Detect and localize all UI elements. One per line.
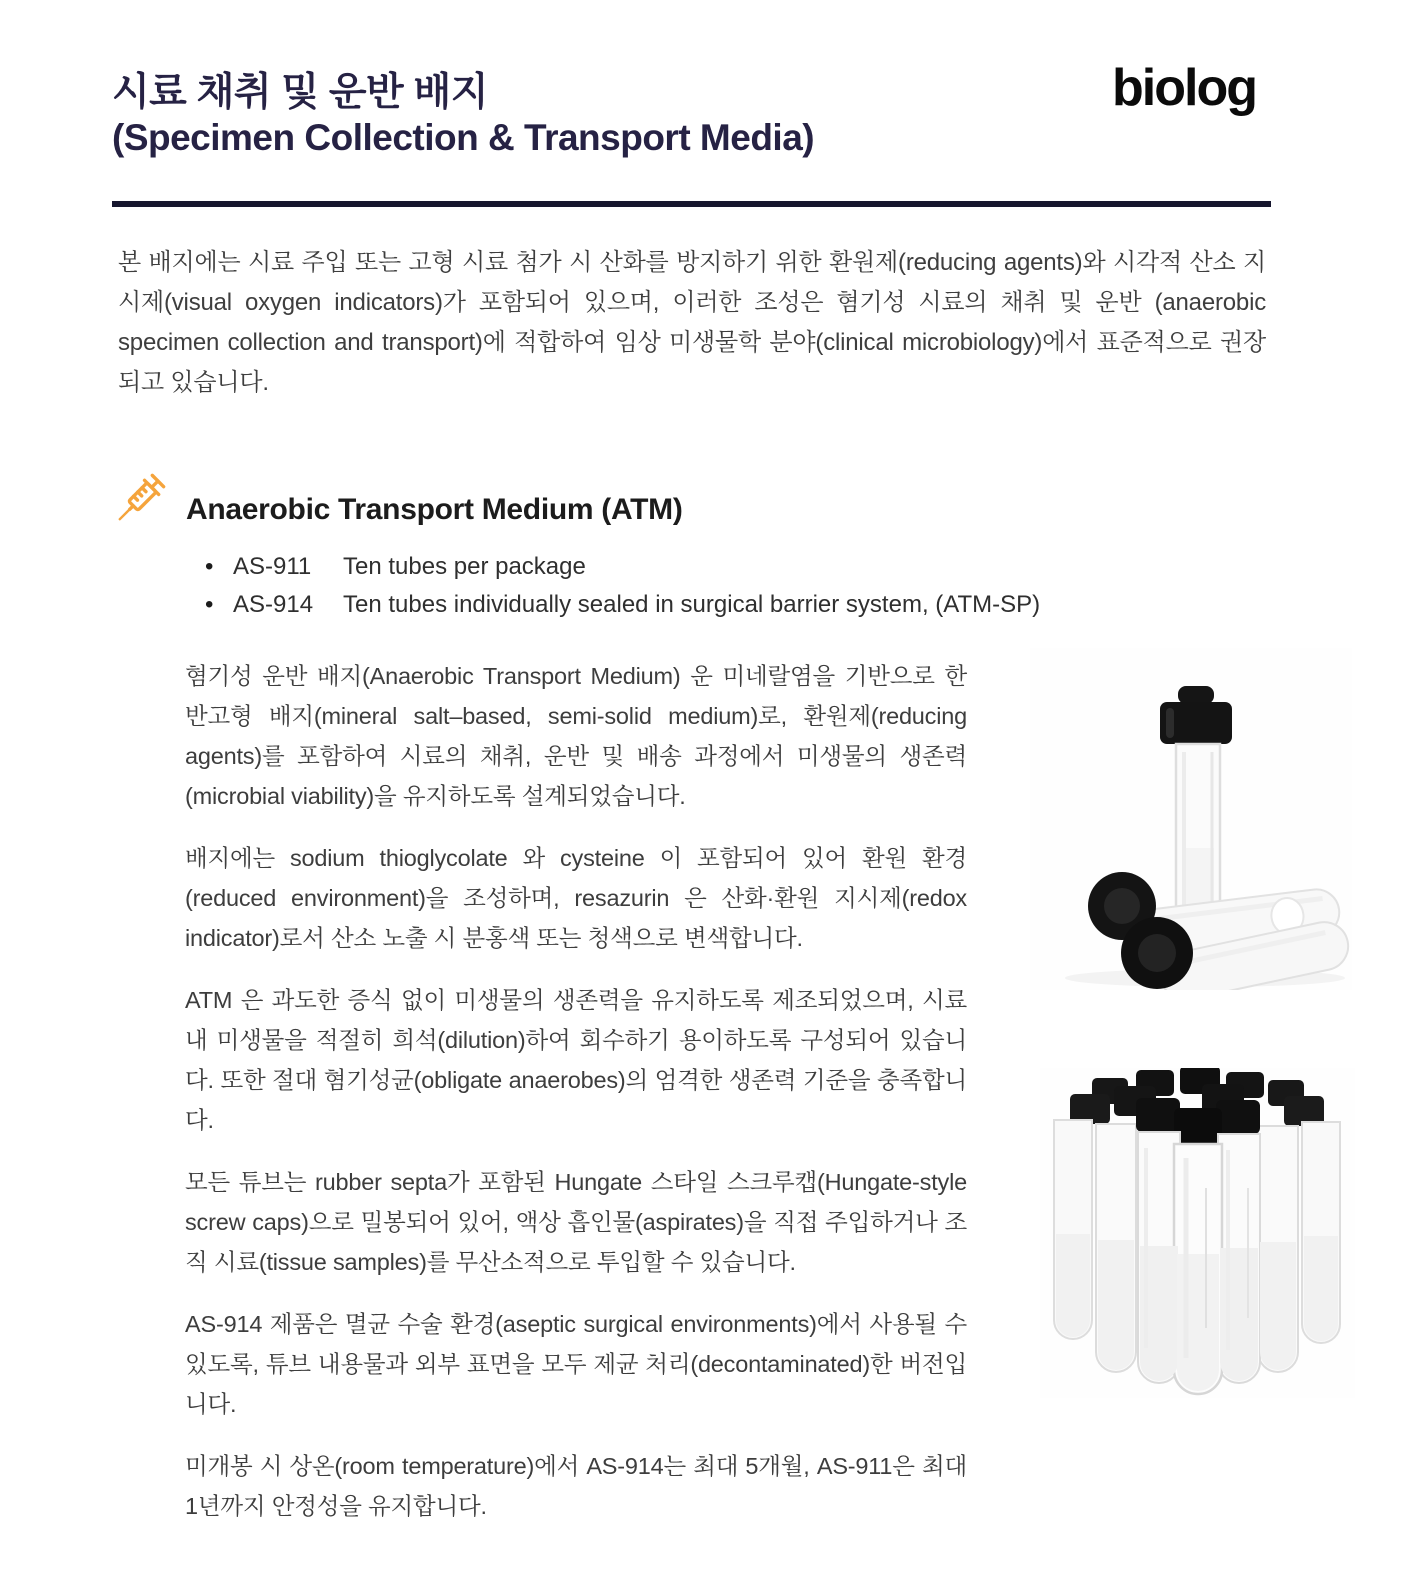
section-title: Anaerobic Transport Medium (ATM) (186, 493, 683, 526)
product-description: Ten tubes per package (343, 553, 586, 580)
syringe-icon (112, 472, 170, 534)
list-item (205, 548, 1040, 586)
paragraph-viability: ATM 은 과도한 증식 없이 미생물의 생존력을 유지하도록 제조되었으며, 시료 내 미생물을 적절히 희석(dilution)하여 회수하기 용이하도록 구성되어 있습니다. 또한 절대 혐기성균(obligate anaerobes)의 엄격한 생존력 기준을 충족합니다. (185, 987, 967, 1133)
product-code: AS-911 (233, 553, 312, 580)
biolog-logo: biolog (1112, 59, 1256, 117)
paragraph-as914-version: AS-914 제품은 멸균 수술 환경(aseptic surgical environments)에서 사용될 수 있도록, 튜브 내용물과 외부 표면을 모두 제균 처리(decontaminated)한 버전입니다. (185, 1311, 967, 1417)
bullet-icon: • (205, 591, 214, 618)
paragraph-reducing-agents: 배지에는 sodium thioglycolate 와 cysteine 이 포함되어 있어 환원 환경(reduced environment)을 조성하며, resazurin 은 산화·환원 지시제(redox indicator)로서 산소 노출 시 분홍색 또는 청색으로 변색합니다. (185, 845, 967, 951)
list-item (205, 586, 1040, 624)
product-description: Ten tubes individually sealed in surgical barrier system, (ATM-SP) (343, 591, 1041, 618)
atm-single-tube-photo (1030, 648, 1352, 990)
body-text-column (185, 656, 967, 1526)
page-title-english: (Specimen Collection & Transport Media) (112, 117, 815, 159)
paragraph-shelf-life: 미개봉 시 상온(room temperature)에서 AS-914는 최대 5개월, AS-911은 최대 1년까지 안정성을 유지합니다. (185, 1453, 967, 1519)
atm-tube-bundle-photo (1040, 1068, 1355, 1398)
page-title (112, 70, 814, 160)
section-header (112, 472, 683, 534)
paragraph-hungate-caps: 모든 튜브는 rubber septa가 포함된 Hungate 스타일 스크루캡(Hungate-style screw caps)으로 밀봉되어 있어, 액상 흡인물(aspirates)을 직접 주입하거나 조직 시료(tissue samples)를 무산소적으로 투입할 수 있습니다. (185, 1169, 967, 1275)
intro-paragraph: 본 배지에는 시료 주입 또는 고형 시료 첨가 시 산화를 방지하기 위한 환원제(reducing agents)와 시각적 산소 지시제(visual oxygen indicators)가 포함되어 있으며, 이러한 조성은 혐기성 시료의 채취 및 운반 (anaerobic specimen collection and transport)에 적합하여 임상 미생물학 분야(clinical microbiology)에서 표준적으로 권장되고 있습니다. (118, 249, 1266, 396)
header-divider (112, 201, 1271, 207)
product-code: AS-914 (233, 591, 314, 618)
product-list (205, 548, 1040, 624)
paragraph-medium-description: 혐기성 운반 배지(Anaerobic Transport Medium) 운 미네랄염을 기반으로 한 반고형 배지(mineral salt–based, semi-solid medium)로, 환원제(reducing agents)를 포함하여 시료의 채취, 운반 및 배송 과정에서 미생물의 생존력(microbial viability)을 유지하도록 설계되었습니다. (185, 663, 967, 809)
page-title-korean: 시료 채취 및 운반 배지 (112, 71, 488, 114)
bullet-icon: • (205, 553, 214, 580)
